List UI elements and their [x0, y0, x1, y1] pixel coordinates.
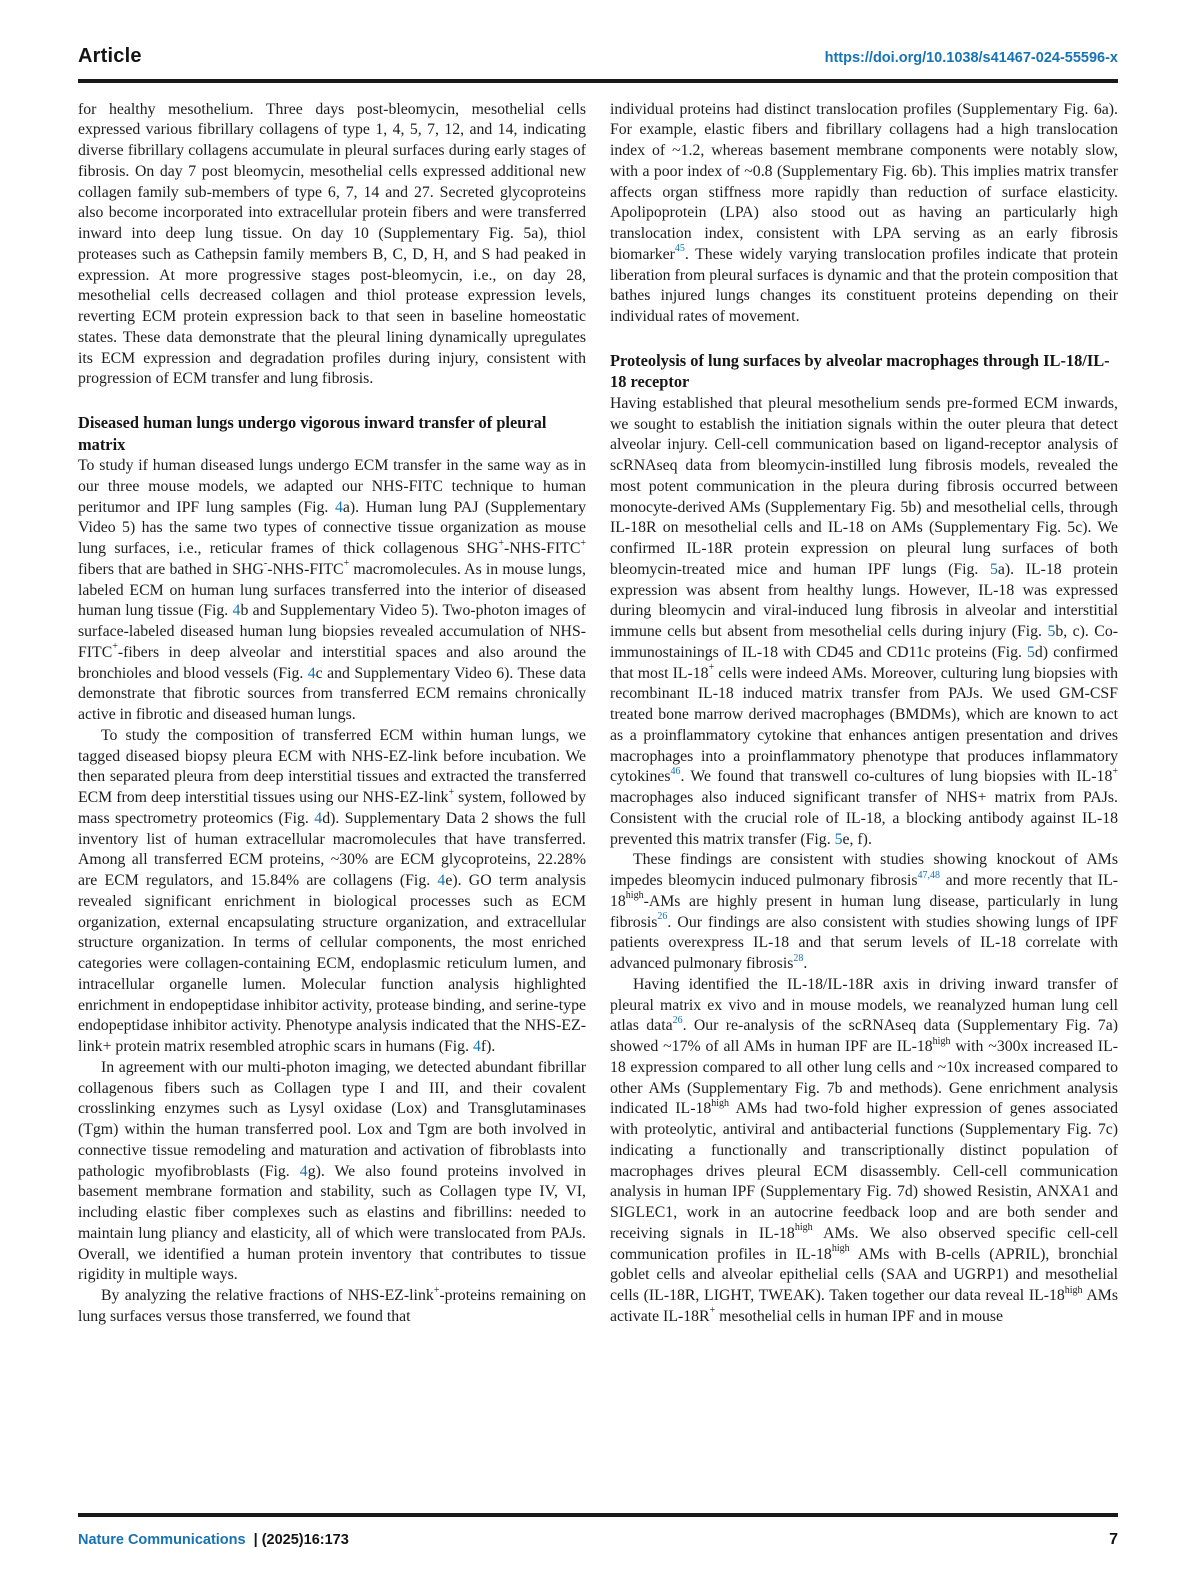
- citation-link[interactable]: 26: [657, 911, 668, 923]
- page-number: 7: [1109, 1530, 1118, 1548]
- figure-link[interactable]: 4: [299, 1162, 308, 1180]
- superscript-text: +: [433, 1284, 440, 1296]
- paragraph: Having identified the IL-18/IL-18R axis in driving inward transfer of pleural matrix ex vivo and in mouse models, we reanalyzed human lung cell atlas data$^{26}$. Our re-analysis of the scRNAseq data (Supplementary Fig. 7a) showed ~17% of all AMs in human IPF are $IL-18^{high}$ with ~300x increased IL-18 expression compared to all other lung cells and ~10x increased compared to other AMs (Supplementary Fig. 7b and methods). Gene enrichment analysis indicated $IL-18^{high}$ AMs had two-fold higher expression of genes associated with proteolytic, antiviral and antibacterial functions (Supplementary Fig. 7c) indicating a functionally and transcriptionally distinct population of macrophages drives pleural ECM disassembly. Cell-cell communication analysis in human IPF (Supplementary Fig. 7d) showed Resistin, ANXA1 and SIGLEC1, work in an autocrine feedback loop and are both sender and receiving signals in $IL-18^{high}$ AMs. We also observed specific cell-cell communication profiles in $IL-18^{high}$ AMs with B-cells (APRIL), bronchial goblet cells and alveolar epithelial cells (SAA and UGRP1) and mesothelial cells (IL-18R, LIGHT, TWEAK). Taken together our data reveal $IL-18^{high}$ AMs activate IL-18R+ mesothelial cells in human IPF and in mouse: [610, 975, 1119, 1325]
- doi-link[interactable]: https://doi.org/10.1038/s41467-024-55596-x: [824, 50, 1118, 66]
- superscript-text: +: [708, 662, 715, 674]
- section-heading: Diseased human lungs undergo vigorous inward transfer of pleural matrix: [78, 413, 547, 454]
- footer-rule: [78, 1513, 1118, 1517]
- header-rule: [78, 79, 1118, 83]
- superscript-text: high: [794, 1222, 813, 1234]
- superscript-text: +: [1112, 765, 1118, 777]
- superscript-text: high: [1064, 1284, 1083, 1296]
- citation-info: | (2025)16:173: [253, 1531, 349, 1548]
- citation-link[interactable]: 46: [670, 765, 681, 777]
- superscript-text: high: [831, 1243, 850, 1255]
- figure-link[interactable]: 4: [307, 664, 316, 682]
- figure-link[interactable]: 5: [1027, 643, 1035, 661]
- figure-link[interactable]: 4: [334, 498, 343, 516]
- figure-link[interactable]: 5: [1047, 623, 1056, 640]
- citation-link[interactable]: 26: [672, 1014, 683, 1026]
- left-column: [78, 100, 586, 1328]
- paragraph: To study if human diseased lungs undergo ECM transfer in the same way as in our three mouse models, we adapted our NHS-FITC technique to human peritumor and IPF lung samples (Fig. 4a). Human lung PAJ (Supplementary Video 5) has the same two types of connective tissue organization as mouse lung surfaces, i.e., reticular frames of thick collagenous SHG+-NHS-FITC+ fibers that are bathed in SHG--NHS-FITC+ macromolecules. As in mouse lungs, labeled ECM on human lung surfaces transferred into the interior of diseased human lung tissue (Fig. 4b and Supplementary Video 5). Two-photon images of surface-labeled diseased human lung biopsies revealed accumulation of NHS-FITC+-fibers in deep alveolar and interstitial spaces and also around the bronchioles and blood vessels (Fig. 4c and Supplementary Video 6). These data demonstrate that fibrotic sources from transferred ECM remains chronically active in fibrotic and diseased human lungs.: [78, 457, 587, 723]
- paragraph: These findings are consistent with studies showing knockout of AMs impedes bleomycin induced pulmonary fibrosis$^{47,48}$ and more recently that $IL-18^{high}$-AMs are highly present in human lung disease, particularly in lung fibrosis$^{26}$. Our findings are also consistent with studies showing lungs of IPF patients overexpress IL-18 and that serum levels of IL-18 correlate with advanced pulmonary fibrosis$^{28}$.: [610, 851, 1118, 972]
- figure-link[interactable]: 5: [834, 830, 843, 848]
- figure-link[interactable]: 4: [472, 1038, 481, 1055]
- superscript-text: +: [448, 786, 455, 798]
- superscript-text: -: [263, 558, 268, 570]
- superscript-text: +: [580, 537, 586, 549]
- paragraph: By analyzing the relative fractions of NHS-EZ-link+-proteins remaining on lung surfaces versus those transferred, we found that: [78, 1284, 586, 1325]
- superscript-text: +: [112, 641, 118, 653]
- figure-link[interactable]: 4: [437, 872, 446, 889]
- citation-link[interactable]: 45: [674, 243, 685, 255]
- page: [78, 0, 1118, 1328]
- figure-link[interactable]: 5: [989, 560, 998, 578]
- footer-row: [78, 1531, 1118, 1549]
- superscript-text: high: [711, 1097, 730, 1109]
- paragraph: In agreement with our multi-photon imaging, we detected abundant fibrillar collagenous fibers such as Collagen type I and III, and their covalent crosslinking enzymes such as Lysyl oxidase (Lox) and Transglutaminases (Tgm) within the human transferred pool. Lox and Tgm are both involved in connective tissue remodeling and maturation and activation of fibroblasts into pathologic myofibroblasts (Fig. 4g). We also found proteins involved in basement membrane formation and stability, such as Collagen type IV, VI, including elastic fiber complexes such as elastins and fibrillins: needed to maintain lung pliancy and elasticity, all of which were translocated from PAJs. Overall, we identified a human protein inventory that contributes to tissue rigidity in multiple ways.: [78, 1058, 586, 1284]
- page-footer: [78, 1513, 1118, 1549]
- paragraph: To study the composition of transferred ECM within human lungs, we tagged diseased biopsy pleura ECM with NHS-EZ-link before incubation. We then separated pleura from deep interstitial tissues and extracted the transferred ECM from deep interstitial tissues using our NHS-EZ-link+ system, followed by mass spectrometry proteomics (Fig. 4d). Supplementary Data 2 shows the full inventory list of human extracellular macromolecules that have transferred. Among all transferred ECM proteins, ~30% are ECM glycoproteins, 22.28% are ECM regulators, and 15.84% are collagens (Fig. 4e). GO term analysis revealed significant enrichment in biological processes such as ECM organization, external encapsulating structure organization, and extracellular structure organization. In terms of cellular components, the most enriched categories were collagen-containing ECM, endoplasmic reticulum lumen, and intracellular organelle lumen. Molecular function analysis highlighted enrichment in endopeptidase inhibitor activity, protease binding, and serine-type endopeptidase inhibitor activity. Phenotype analysis indicated that the NHS-EZ-link+ protein matrix resembled atrophic scars in humans (Fig. 4f).: [78, 726, 586, 1055]
- journal-name[interactable]: Nature Communications: [78, 1531, 246, 1548]
- right-column: [610, 100, 1118, 1328]
- section-heading: Proteolysis of lung surfaces by alveolar macrophages through IL-18/IL-18 receptor: [610, 350, 1110, 392]
- superscript-text: +: [498, 537, 504, 549]
- article-type-label: Article: [78, 45, 142, 67]
- paragraph: Having established that pleural mesothelium sends pre-formed ECM inwards, we sought to establish the initiation signals within the outer pleura that detect alveolar injury. Cell-cell communication based on ligand-receptor analysis of scRNAseq data from bleomycin-instilled lung fibrosis models, revealed the most potent communication in the pleura during fibrosis occurred between monocyte-derived AMs (Supplementary Fig. 5b) and mesothelial cells, through IL-18R on mesothelial cells and IL-18 on AMs (Supplementary Fig. 5c). We confirmed IL-18R protein expression on pleural lung surfaces of both bleomycin-treated mice and human IPF lungs (Fig. 5a). IL-18 protein expression was absent from healthy lungs. However, IL-18 was expressed during bleomycin and viral-induced lung fibrosis in alveolar and interstitial immune cells but absent from mesothelial cells during injury (Fig. 5b, c). Co-immunostainings of IL-18 with CD45 and CD11c proteins (Fig. 5d) confirmed that most IL-18+ cells were indeed AMs. Moreover, culturing lung biopsies with recombinant IL-18 induced matrix transfer from PAJs. We used GM-CSF treated bone marrow derived macrophages (BMDMs), which are known to act as a proinflammatory cytokine that enhances antigen presentation and drives macrophages into a proinflammatory phenotype that produces inflammatory cytokines$^{46}$. We found that transwell co-cultures of lung biopsies with IL-18+ macrophages also induced significant transfer of NHS+ matrix from PAJs. Consistent with the crucial role of IL-18, a blocking antibody against IL-18 prevented this matrix transfer (Fig. 5e, f).: [610, 394, 1118, 848]
- superscript-text: +: [343, 558, 350, 570]
- paragraph: for healthy mesothelium. Three days post-bleomycin, mesothelial cells expressed various fibrillary collagens of type 1, 4, 5, 7, 12, and 14, indicating diverse fibrillary collagens accumulate in pleural surfaces during early stages of fibrosis. On day 7 post bleomycin, mesothelial cells expressed additional new collagen family sub-members of type 6, 7, 14 and 27. Secreted glycoproteins also become incorporated into extracellular protein fibers and were transferred inward into deep lung tissue. On day 10 (Supplementary Fig. 5a), thiol proteases such as Cathepsin family members B, C, D, H, and S had peaked in expression. At more progressive stages post-bleomycin, i.e., on day 28, mesothelial cells decreased collagen and thiol protease expression levels, reverting ECM protein expression back to that seen in baseline homeostatic states. These data demonstrate that the pleural lining dynamically upregulates its ECM expression and degradation profiles during injury, consistent with progression of ECM transfer and lung fibrosis.: [78, 100, 586, 388]
- citation-link[interactable]: 28: [793, 952, 804, 964]
- figure-link[interactable]: 4: [232, 602, 241, 620]
- citation-link[interactable]: 47,48: [917, 869, 941, 881]
- superscript-text: +: [709, 1305, 716, 1317]
- page-header: [78, 0, 1118, 68]
- paragraph: individual proteins had distinct translocation profiles (Supplementary Fig. 6a). For example, elastic fibers and fibrillary collagens had a high translocation index of ~1.2, whereas basement membrane components were notably slow, with a poor index of ~0.8 (Supplementary Fig. 6b). This implies matrix transfer affects organ stiffness more rapidly than reduction of surface elasticity. Apolipoprotein (LPA) also stood out as having an particularly high translocation index, consistent with LPA serving as an early fibrosis biomarker$^{45}$. These widely varying translocation profiles indicate that protein liberation from pleural surfaces is dynamic and that the protein composition that bathes injured lungs changes its constituent proteins depending on their individual rates of movement.: [610, 100, 1118, 325]
- superscript-text: high: [932, 1035, 951, 1047]
- footer-citation: [78, 1532, 349, 1548]
- figure-link[interactable]: 4: [314, 809, 323, 827]
- body-columns: [78, 100, 1118, 1328]
- superscript-text: high: [625, 890, 644, 902]
